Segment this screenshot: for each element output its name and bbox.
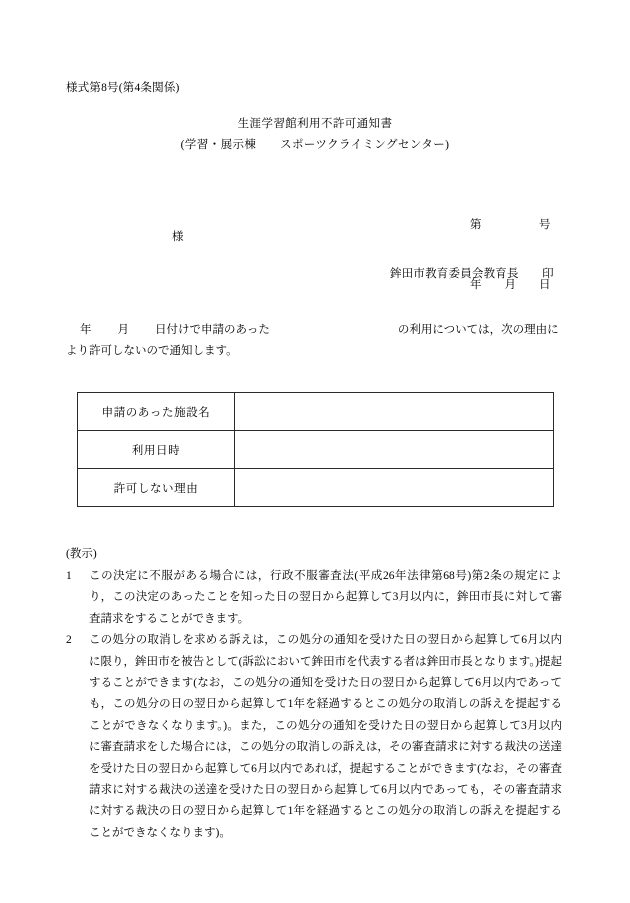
- body-paragraph: [66, 320, 562, 362]
- notice-item-number: 2: [66, 634, 72, 647]
- notice-heading: (教示): [66, 548, 97, 560]
- addressee-honorific: 様: [172, 231, 184, 243]
- table-row-value[interactable]: [235, 393, 554, 431]
- notice-item: [66, 630, 562, 844]
- notice-section: [66, 544, 562, 844]
- notice-item-text: この処分の取消しを求める訴えは，この処分の通知を受けた日の翌日から起算して6月以内に限り，鉾田市を被告として(訴訟において鉾田市を代表する者は鉾田市長となります。)提起することができます(なお，この処分の通知を受けた日の翌日から起算して6月以内であっても，この処分の日の翌日から起算して1年を経過するとこの処分の取消しの訴えを提起することができなくなります。)。また，この処分の通知を受けた日の翌日から起算して3月以内に審査請求をした場合には，この処分の取消しの訴えは，その審査請求に対する裁決の送達を受けた日の翌日から起算して6月以内であれば，提起することができます(なお，その審査請求に対する裁決の送達を受けた日の翌日から起算して6月以内であっても，その審査請求に対する裁決の日の翌日から起算して1年を経過するとこの処分の取消しの訴えを提起することができなくなります)。: [89, 634, 562, 839]
- notice-item-text: この決定に不服がある場合には，行政不服審査法(平成26年法律第68号)第2条の規定により，この決定のあったことを知った日の翌日から起算して3月以内に，鉾田市長に対して審査請求をすることができます。: [89, 570, 562, 625]
- body-date-day: 日付けで申請のあった: [155, 324, 270, 336]
- table-row: [78, 393, 554, 431]
- table-row: [78, 469, 554, 507]
- page-subtitle: (学習・展示棟 スポーツクライミングセンター): [180, 139, 450, 151]
- table-row-label: 利用日時: [78, 431, 235, 469]
- page-title: 生涯学習館利用不許可通知書: [237, 118, 393, 130]
- document-date-line: 年 月 日: [470, 279, 551, 291]
- application-details-table: [77, 392, 554, 507]
- table-row-label: 申請のあった施設名: [78, 393, 235, 431]
- issuer-signature: 鉾田市教育委員会教育長 印: [390, 268, 554, 280]
- table-row-value[interactable]: [235, 469, 554, 507]
- document-meta: [470, 175, 551, 335]
- form-number: 様式第8号(第4条関係): [66, 82, 180, 94]
- notice-item: [66, 566, 562, 630]
- body-tail-text: の利用については，次の理由により許可しないので通知します。: [66, 324, 559, 357]
- notice-item-number: 1: [66, 570, 72, 582]
- table-row: [78, 431, 554, 469]
- body-date-month: 月: [117, 324, 129, 336]
- body-date-year: 年: [80, 324, 92, 336]
- table-row-label: 許可しない理由: [78, 469, 235, 507]
- table-row-value[interactable]: [235, 431, 554, 469]
- document-number-line: 第 号: [470, 219, 551, 231]
